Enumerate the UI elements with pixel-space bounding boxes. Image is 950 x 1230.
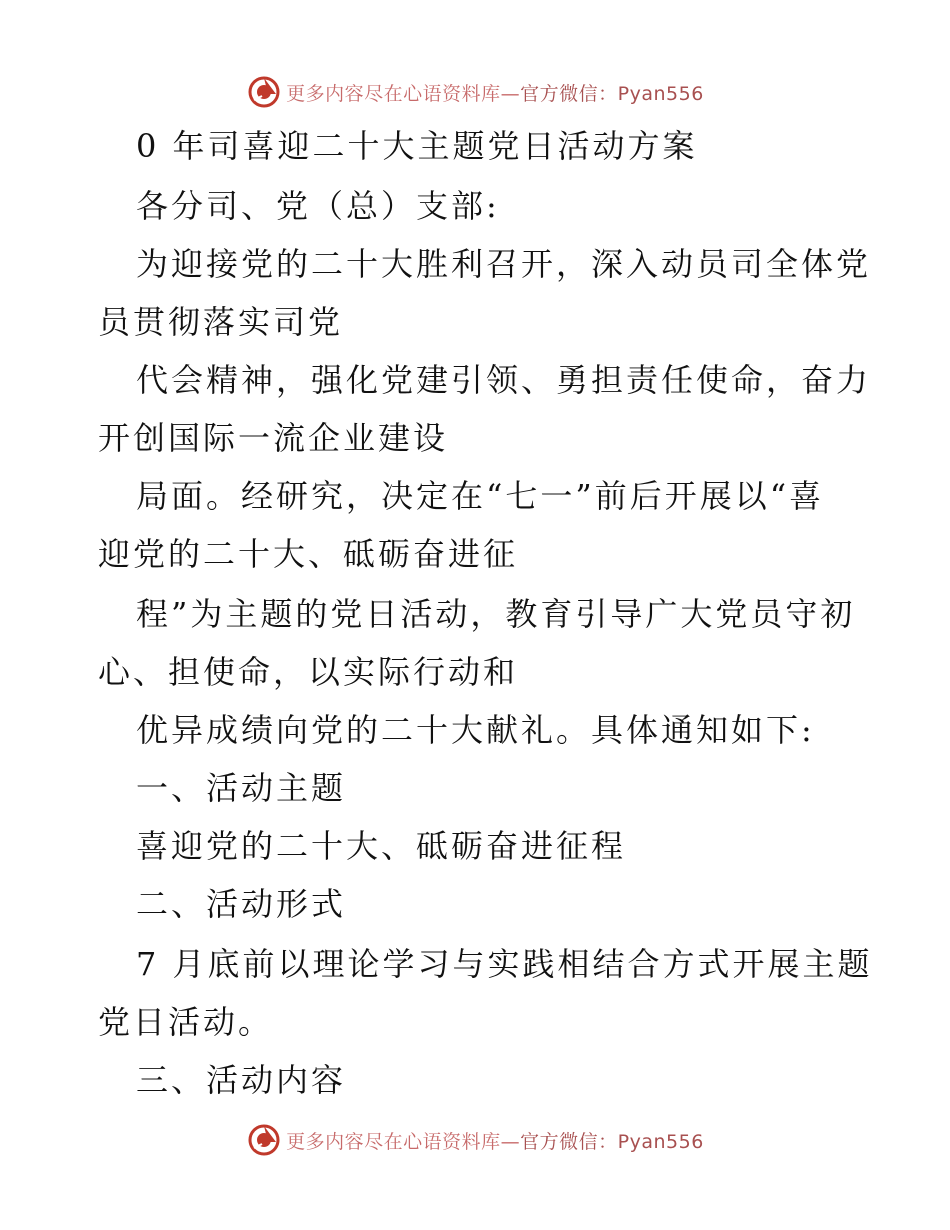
paragraph-line: 程”为主题的党日活动，教育引导广大党员守初 <box>136 595 856 633</box>
paragraph-line: 为迎接党的二十大胜利召开，深入动员司全体党 <box>136 245 872 283</box>
footer-watermark <box>0 1120 950 1160</box>
section-heading: 二、活动形式 <box>136 885 347 923</box>
section-heading: 三、活动内容 <box>136 1061 347 1099</box>
watermark-text: 更多内容尽在心语资料库—官方微信：Pyan556 <box>286 82 704 105</box>
paragraph-line: 喜迎党的二十大、砥砺奋进征程 <box>136 827 627 865</box>
document-title: 0 年司喜迎二十大主题党日活动方案 <box>136 127 698 165</box>
brand-logo-icon <box>246 74 282 110</box>
header-watermark <box>0 72 950 112</box>
paragraph-line: 7 月底前以理论学习与实践相结合方式开展主题 <box>136 945 873 983</box>
paragraph-line: 员贯彻落实司党 <box>98 303 344 341</box>
paragraph-line: 优异成绩向党的二十大献礼。具体通知如下: <box>136 711 815 749</box>
paragraph-line: 开创国际一流企业建设 <box>98 419 449 457</box>
paragraph-line: 代会精神，强化党建引领、勇担责任使命，奋力 <box>136 361 872 399</box>
paragraph-line: 心、担使命，以实际行动和 <box>98 653 519 691</box>
brand-logo-icon <box>246 1122 282 1158</box>
watermark-text: 更多内容尽在心语资料库—官方微信：Pyan556 <box>286 1130 704 1153</box>
paragraph-line: 局面。经研究，决定在“七一”前后开展以“喜 <box>136 477 825 515</box>
salutation: 各分司、党（总）支部: <box>136 187 500 225</box>
paragraph-line: 党日活动。 <box>98 1003 274 1041</box>
section-heading: 一、活动主题 <box>136 769 347 807</box>
paragraph-line: 迎党的二十大、砥砺奋进征 <box>98 535 519 573</box>
